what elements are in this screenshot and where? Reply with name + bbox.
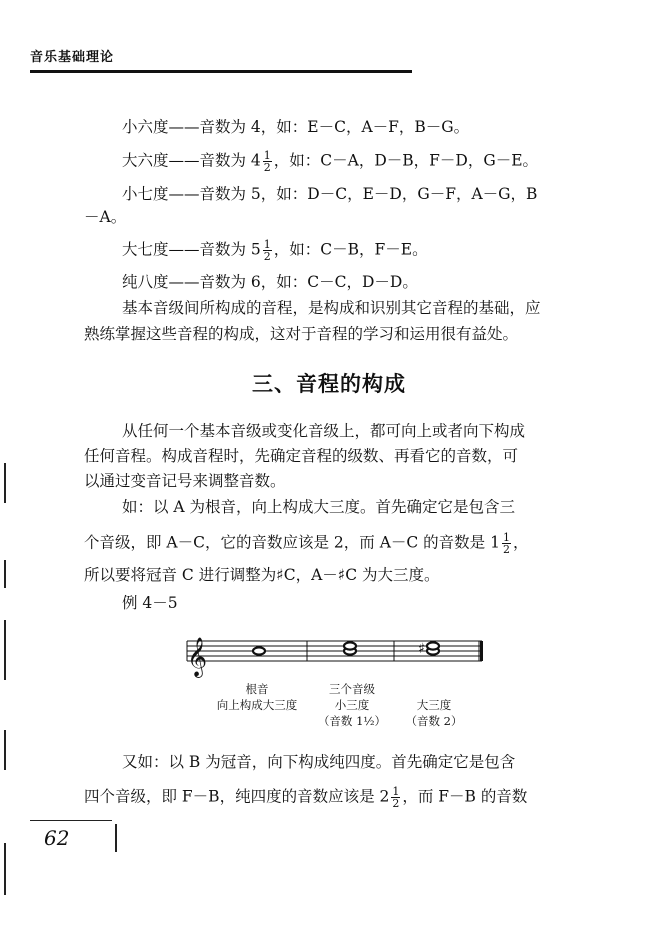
interval-minor-seventh-cont: －A。 xyxy=(84,208,127,226)
interval-text-pre: 大七度——音数为 5 xyxy=(122,240,261,259)
summary-line1: 基本音级间所构成的音程，是构成和识别其它音程的基础，应 xyxy=(122,299,541,317)
caption-three-degrees: 三个音级 xyxy=(329,682,375,696)
caption-build-major-third: 向上构成大三度 xyxy=(216,698,298,712)
section-heading: 三、音程的构成 xyxy=(252,372,406,396)
interval-minor-seventh: 小七度——音数为 5，如：D－C，E－D，G－F，A－G，B xyxy=(122,185,538,203)
example-label: 例 4－5 xyxy=(122,594,178,612)
example-line2: 个音级，即 A－C，它的音数应该是 2，而 A－C 的音数是 1 $\frac{1}{2}$ ， xyxy=(84,531,529,556)
interval-text-post: ，如：C－A，D－B，F－D，G－E。 xyxy=(273,151,539,170)
interval-text-pre: 大六度——音数为 4 xyxy=(122,151,261,170)
footer-tick xyxy=(115,824,117,852)
fraction: $\frac{1}{2}$ xyxy=(502,531,510,556)
whole-note-icon xyxy=(253,647,265,654)
running-header: 音乐基础理论 xyxy=(30,50,115,65)
interval-minor-sixth: 小六度——音数为 4，如：E－C，A－F，B－G。 xyxy=(122,118,470,136)
summary-line2: 熟练掌握这些音程的构成，这对于音程的学习和运用很有益处。 xyxy=(84,325,519,343)
sharp-icon: ♯ xyxy=(418,641,425,657)
fraction: $\frac{1}{2}$ xyxy=(392,785,400,810)
body1-line1: 从任何一个基本音级或变化音级上，都可向上或者向下构成 xyxy=(122,422,526,440)
whole-note-icon xyxy=(427,642,439,654)
footer-rule xyxy=(30,820,112,821)
scan-edge-mark xyxy=(4,463,6,503)
interval-text-post: ，如：C－B，F－E。 xyxy=(273,240,428,259)
scan-edge-mark xyxy=(4,730,6,770)
treble-clef-icon: 𝄞 xyxy=(187,637,208,677)
page-number: 62 xyxy=(44,826,70,850)
whole-note-icon xyxy=(344,642,356,654)
body2-line2: 四个音级，即 F－B，纯四度的音数应该是 2 $\frac{1}{2}$ ，而 F－B 的音数 xyxy=(84,785,528,810)
caption-semitones-2: （音数 2） xyxy=(405,714,463,728)
example-line3: 所以要将冠音 C 进行调整为♯C，A－♯C 为大三度。 xyxy=(84,566,440,584)
example-line1: 如：以 A 为根音，向上构成大三度。首先确定它是包含三 xyxy=(122,498,516,516)
scan-edge-mark xyxy=(4,620,6,680)
caption-major-third: 大三度 xyxy=(416,698,452,712)
scan-edge-mark xyxy=(4,560,6,588)
fraction: $\frac{1}{2}$ xyxy=(263,238,271,263)
body1-line2: 任何音程。构成音程时，先确定音程的级数、再看它的音数，可 xyxy=(84,447,519,465)
body1-line3: 以通过变音记号来调整音数。 xyxy=(84,472,286,490)
scan-edge-mark xyxy=(4,843,6,895)
caption-root: 根音 xyxy=(245,682,269,696)
caption-semitones-1-5: （音数 1½） xyxy=(317,714,387,728)
caption-minor-third: 小三度 xyxy=(334,698,370,712)
interval-octave: 纯八度——音数为 6，如：C－C，D－D。 xyxy=(122,273,418,291)
fraction: $\frac{1}{2}$ xyxy=(263,149,271,174)
body2-line1: 又如：以 B 为冠音，向下构成纯四度。首先确定它是包含 xyxy=(122,753,516,771)
